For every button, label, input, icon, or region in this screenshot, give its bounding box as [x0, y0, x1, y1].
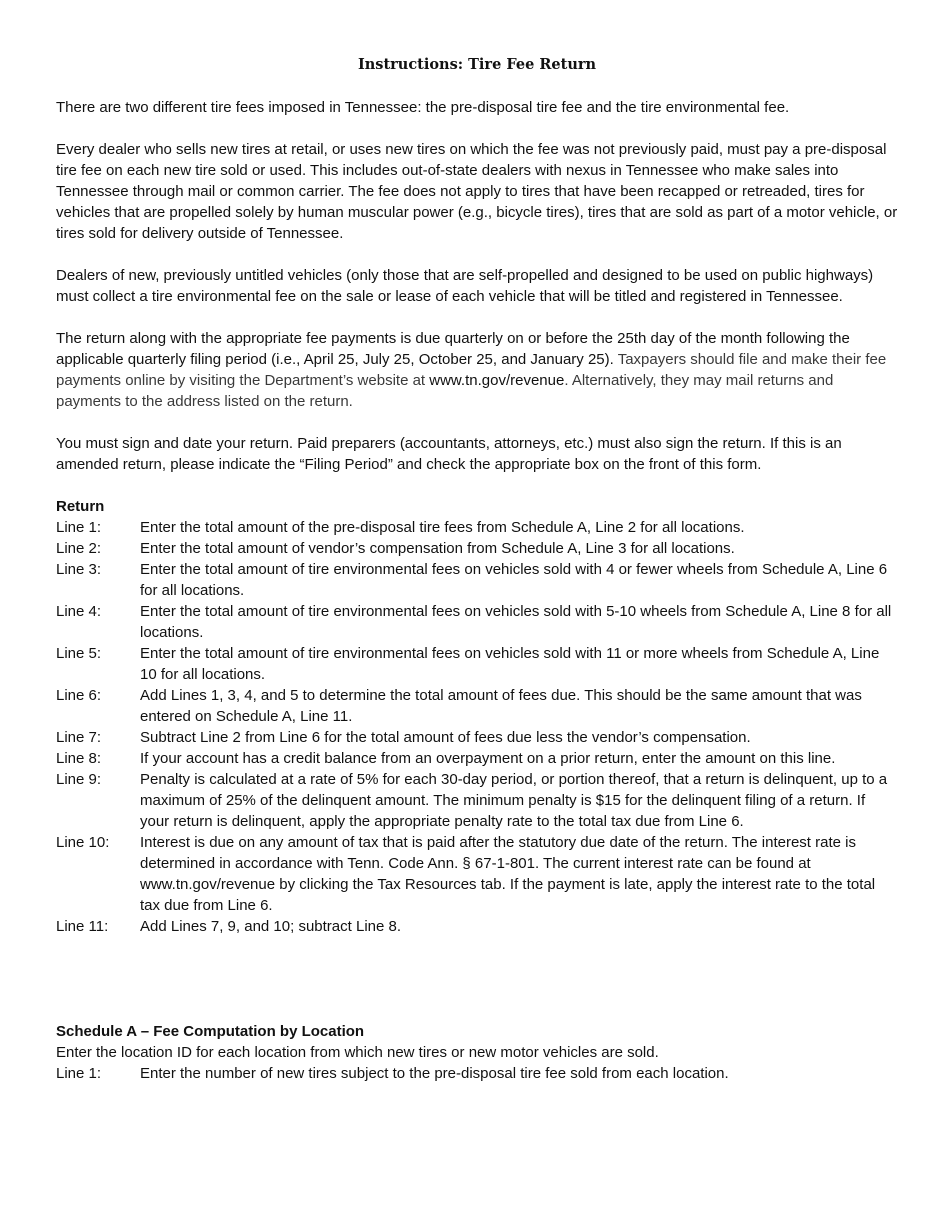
return-line-4 — [56, 601, 898, 643]
return-line-9 — [56, 769, 898, 832]
instructions-page — [56, 54, 898, 1084]
environmental-fee-paragraph: Dealers of new, previously untitled vehicles (only those that are self-propelled and designed to be used on public highways) must collect a tire environmental fee on the sale or lease of each vehicle that will be titled and registered in Tennessee. — [56, 267, 874, 305]
return-line-3 — [56, 559, 898, 601]
line-label: Line 6: — [56, 687, 102, 704]
page-title: Instructions: Tire Fee Return — [357, 56, 597, 73]
signature-paragraph: You must sign and date your return. Paid preparers (accountants, attorneys, etc.) must also sign the return. If this is an amended return, please indicate the “Filing Period” and check the appropriate box on the front of this form. — [56, 435, 842, 473]
return-line-6 — [56, 685, 898, 727]
line-label: Line 10: — [56, 834, 110, 851]
intro-paragraph: There are two different tire fees imposed in Tennessee: the pre-disposal tire fee and the tire environmental fee. — [56, 99, 790, 116]
return-line-7 — [56, 727, 898, 748]
return-section-heading: Return — [56, 498, 105, 515]
line-label: Line 1: — [56, 519, 102, 536]
line-text: Add Lines 1, 3, 4, and 5 to determine the total amount of fees due. This should be the same amount that was entered on Schedule A, Line 11. — [140, 687, 862, 725]
section-spacer — [56, 937, 898, 1021]
due-date-paragraph — [56, 328, 898, 412]
line-text: Penalty is calculated at a rate of 5% for each 30-day period, or portion thereof, that a return is delinquent, up to a maximum of 25% of the delinquent amount. The minimum penalty is $15 for the delinquent filing of a return. If your return is delinquent, apply the appropriate penalty rate to the total tax due from Line 6. — [140, 771, 888, 830]
line-label: Line 9: — [56, 771, 102, 788]
line-label: Line 2: — [56, 540, 102, 557]
return-line-8 — [56, 748, 898, 769]
line-text: Enter the total amount of tire environmental fees on vehicles sold with 4 or fewer wheels from Schedule A, Line 6 for all locations. — [140, 561, 888, 599]
line-text: Enter the number of new tires subject to the pre-disposal tire fee sold from each location. — [140, 1065, 729, 1082]
due-date-text: The return along with the appropriate fee payments is due quarterly on or before the 25th day of the month following the applicable quarterly filing period (i.e., April 25, July 25, October 25, and January 25). — [56, 330, 850, 368]
line-label: Line 4: — [56, 603, 102, 620]
mail-filing-text: . Alternatively, they may mail returns and payments to the address listed on the return. — [56, 372, 834, 410]
line-text: Interest is due on any amount of tax that is paid after the statutory due date of the return. The interest rate is determined in accordance with Tenn. Code Ann. § 67-1-801. The current interest rate can be found at www.tn.gov/revenue by clicking the Tax Resources tab. If the payment is late, apply the interest rate to the total tax due from Line 6. — [140, 834, 876, 914]
return-line-11 — [56, 916, 898, 937]
line-text: Add Lines 7, 9, and 10; subtract Line 8. — [140, 918, 402, 935]
line-text: Enter the total amount of tire environmental fees on vehicles sold with 5-10 wheels from Schedule A, Line 8 for all locations. — [140, 603, 892, 641]
return-lines-list — [56, 517, 898, 937]
line-text: Enter the total amount of tire environmental fees on vehicles sold with 11 or more wheels from Schedule A, Line 10 for all locations. — [140, 645, 880, 683]
schedule-a-heading: Schedule A – Fee Computation by Location — [56, 1023, 365, 1040]
line-text: Enter the total amount of vendor’s compensation from Schedule A, Line 3 for all locations. — [140, 540, 735, 557]
line-label: Line 11: — [56, 918, 109, 935]
line-label: Line 8: — [56, 750, 102, 767]
line-label: Line 5: — [56, 645, 102, 662]
return-line-10 — [56, 832, 898, 916]
line-text: If your account has a credit balance from an overpayment on a prior return, enter the amount on this line. — [140, 750, 836, 767]
schedule-a-intro: Enter the location ID for each location from which new tires or new motor vehicles are sold. — [56, 1044, 659, 1061]
return-line-1 — [56, 517, 898, 538]
schedule-a-line-1 — [56, 1063, 898, 1084]
return-line-5 — [56, 643, 898, 685]
pre-disposal-fee-paragraph: Every dealer who sells new tires at retail, or uses new tires on which the fee was not previously paid, must pay a pre-disposal tire fee on each new tire sold or used. This includes out-of-state dealers with nexus in Tennessee who make sales into Tennessee through mail or common carrier. The fee does not apply to tires that have been recapped or retreaded, tires for vehicles that are propelled solely by human muscular power (e.g., bicycle tires), tires that are sold as part of a motor vehicle, or tires sold for delivery outside of Tennessee. — [56, 141, 898, 242]
line-text: Enter the total amount of the pre-disposal tire fees from Schedule A, Line 2 for all locations. — [140, 519, 745, 536]
line-label: Line 3: — [56, 561, 102, 578]
line-label: Line 1: — [56, 1065, 102, 1082]
line-text: Subtract Line 2 from Line 6 for the total amount of fees due less the vendor’s compensation. — [140, 729, 751, 746]
revenue-website-link[interactable]: www.tn.gov/revenue — [429, 372, 565, 389]
schedule-a-lines-list — [56, 1063, 898, 1084]
online-filing-text: Taxpayers should file and make their fee payments online by visiting the Department’s website at — [56, 351, 887, 389]
line-label: Line 7: — [56, 729, 102, 746]
return-line-2 — [56, 538, 898, 559]
